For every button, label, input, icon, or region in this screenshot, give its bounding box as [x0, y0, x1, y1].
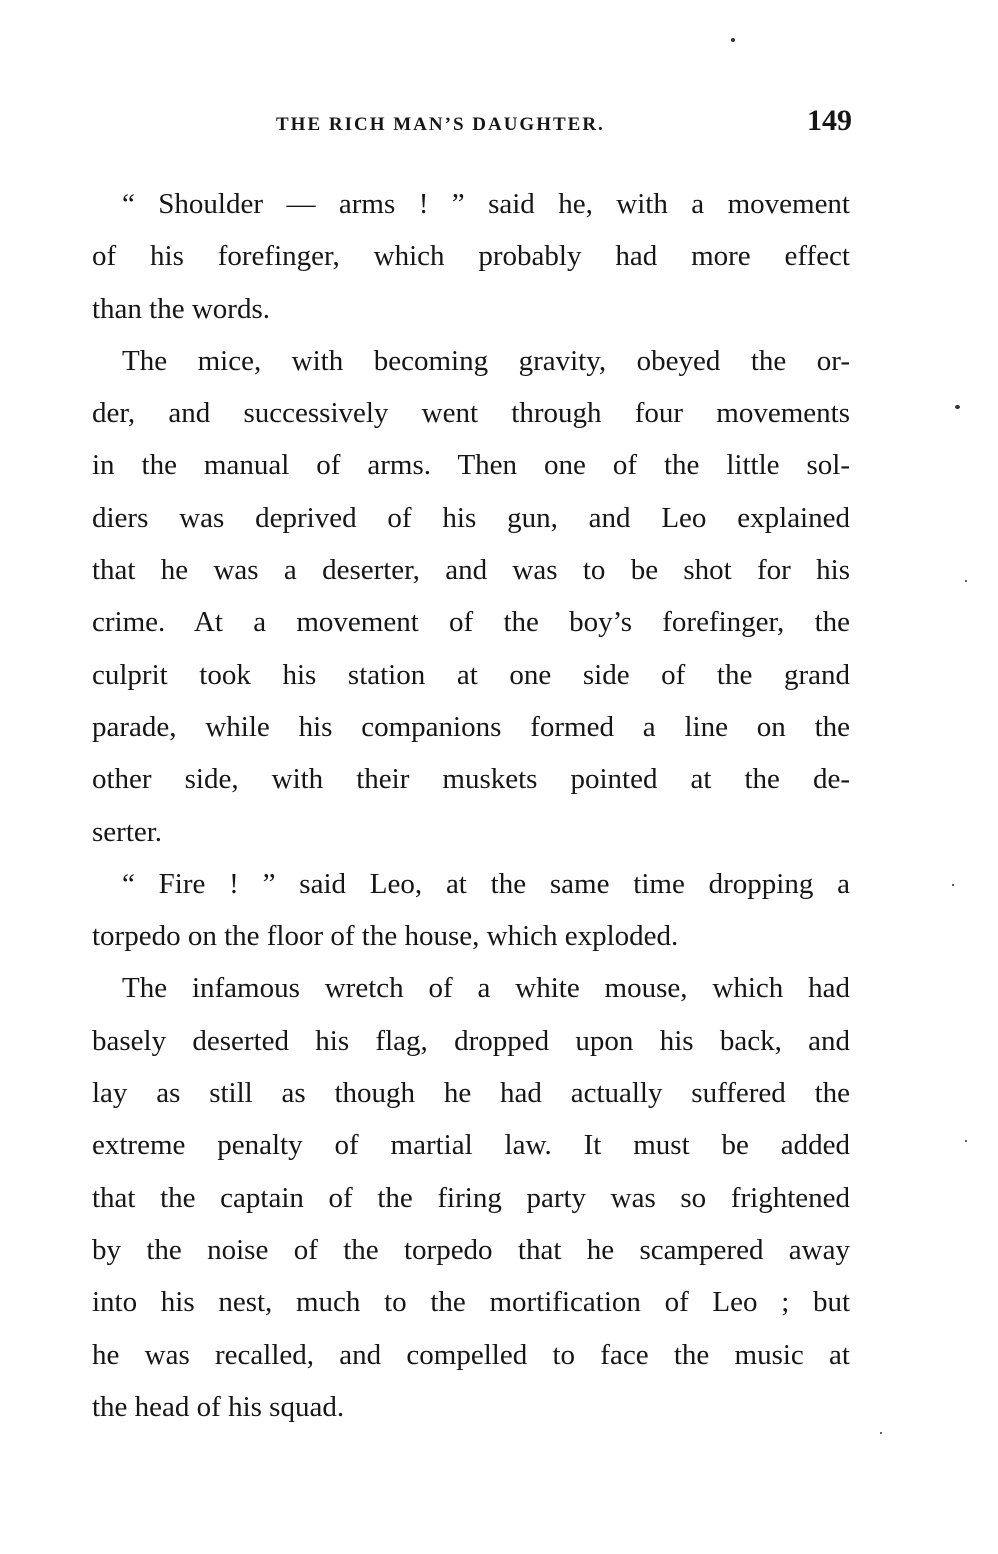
text-line: he was recalled, and compelled to face the music at	[92, 1338, 850, 1371]
text-line: “ Fire ! ” said Leo, at the same time dropping a	[122, 867, 850, 900]
text-line: The infamous wretch of a white mouse, which had	[122, 972, 850, 1005]
running-head	[92, 104, 852, 144]
text-line: diers was deprived of his gun, and Leo explained	[92, 501, 850, 534]
page-number: 149	[807, 104, 852, 137]
scan-speck	[965, 580, 967, 582]
text-line: serter.	[92, 815, 163, 848]
text-line: parade, while his companions formed a line on the	[92, 710, 850, 743]
text-line: lay as still as though he had actually suffered the	[92, 1077, 850, 1110]
scan-speck	[955, 405, 960, 409]
running-title: THE RICH MAN’S DAUGHTER.	[276, 114, 605, 135]
scan-speck	[952, 884, 954, 886]
text-line: der, and successively went through four movements	[92, 397, 850, 430]
text-line: the head of his squad.	[92, 1390, 345, 1423]
text-line: by the noise of the torpedo that he scampered away	[92, 1233, 850, 1266]
text-line: “ Shoulder — arms ! ” said he, with a movement	[122, 188, 850, 220]
text-line: The mice, with becoming gravity, obeyed the or-	[122, 344, 850, 377]
text-line: than the words.	[92, 292, 270, 325]
text-line: extreme penalty of martial law. It must be added	[92, 1129, 850, 1162]
text-line: into his nest, much to the mortification of Leo ; but	[92, 1286, 850, 1319]
text-line: torpedo on the floor of the house, which exploded.	[92, 920, 679, 953]
text-line: crime. At a movement of the boy’s forefinger, the	[92, 606, 850, 639]
text-line: that the captain of the firing party was so frightened	[92, 1181, 850, 1214]
scan-speck	[965, 1140, 967, 1142]
text-line: culprit took his station at one side of the grand	[92, 658, 850, 691]
text-line: other side, with their muskets pointed at the de-	[92, 763, 850, 796]
text-line: of his forefinger, which probably had more effect	[92, 240, 850, 273]
text-line: basely deserted his flag, dropped upon his back, and	[92, 1024, 850, 1057]
text-line: that he was a deserter, and was to be shot for his	[92, 554, 850, 587]
text-line: in the manual of arms. Then one of the little sol-	[92, 449, 850, 482]
scan-speck	[880, 1432, 882, 1434]
scan-speck	[731, 38, 735, 42]
body-text	[92, 178, 850, 1433]
